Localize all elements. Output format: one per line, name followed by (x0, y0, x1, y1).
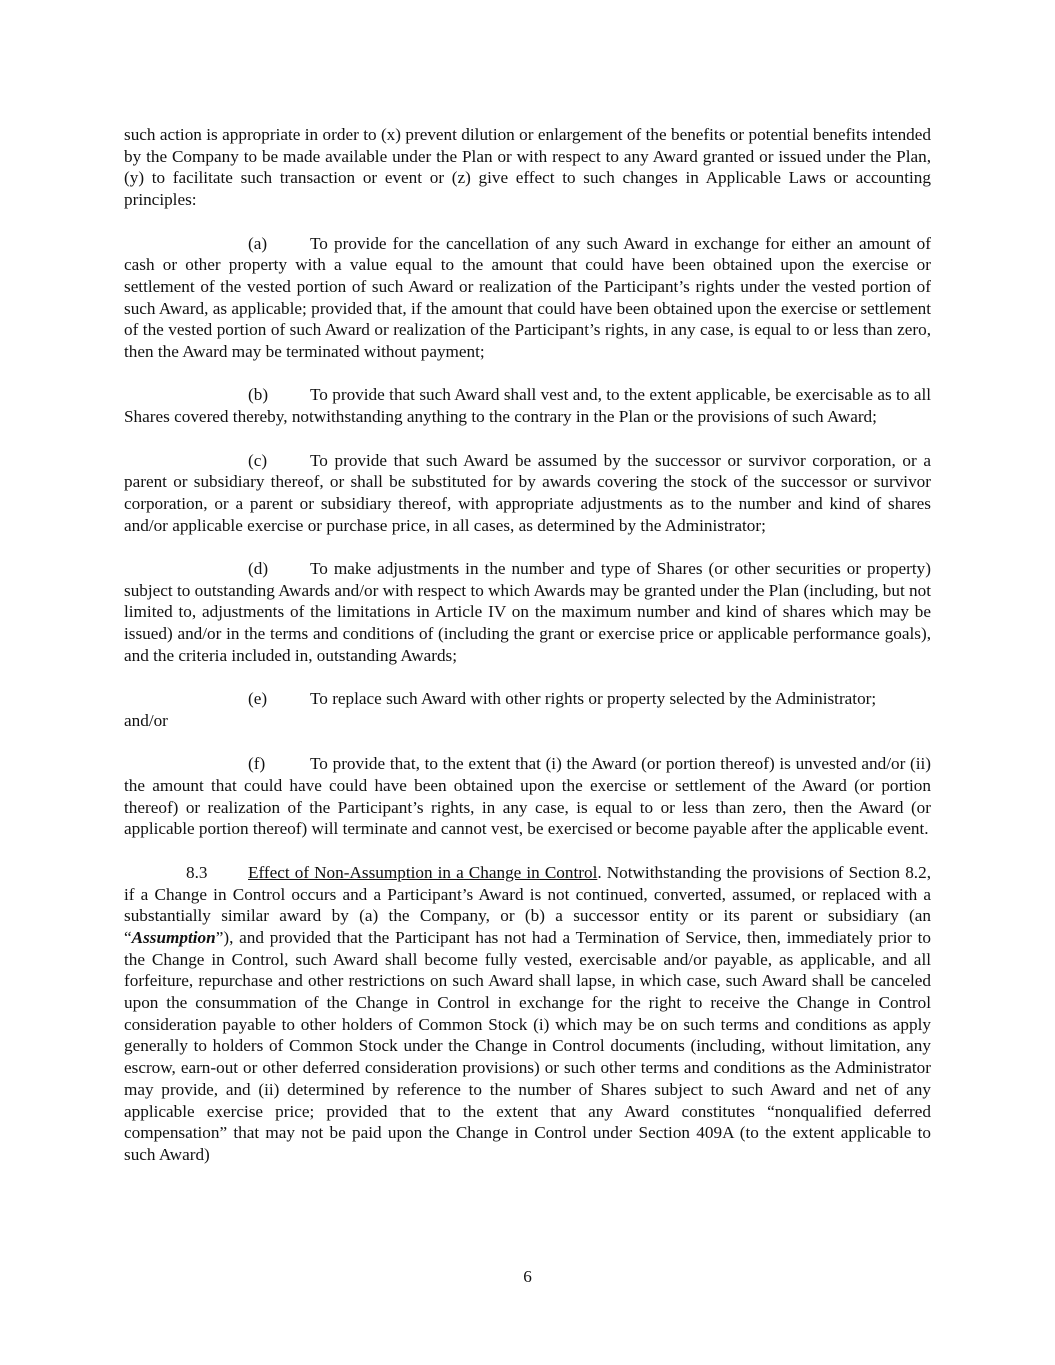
section-heading: Effect of Non-Assumption in a Change in Control (248, 862, 598, 882)
clause-f-text: To provide that, to the extent that (i) the Award (or portion thereof) is unvested and/or (ii) the amount that could have could have been obtained upon the exercise or settlement of the Award (or portion thereof) or realization of the Participant’s rights, in any case, is equal to or less than zero, then the Award (or applicable portion thereof) will terminate and cannot vest, be exercised or become payable after the applicable event. (124, 754, 931, 839)
clause-e (124, 688, 931, 731)
page-number: 6 (523, 1267, 532, 1286)
clause-b-label: (b) (248, 385, 269, 405)
clause-d-text: To make adjustments in the number and type of Shares (or other securities or property) subject to outstanding Awards and/or with respect to which Awards may be granted under the Plan (including, but not limited to, adjustments of the limitations in Article IV on the maximum number and kind of shares which may be issued) and/or in the terms and conditions of (including the grant or exercise price or applicable performance goals), and the criteria included in, outstanding Awards; (124, 559, 931, 665)
clause-e-label: (e) (248, 689, 268, 709)
clause-a-text: To provide for the cancellation of any such Award in exchange for either an amount of cash or other property with a value equal to the amount that could have been obtained upon the exercise or settlement of the vested portion of such Award or realization of the Participant’s rights under the vested portion of such Award, as applicable; provided that, if the amount that could have been obtained upon the exercise or settlement of the vested portion of such Award or realization of the Participant’s rights, in any case, is equal to or less than zero, then the Award may be terminated without payment; (124, 233, 931, 362)
clause-f (124, 753, 931, 840)
clause-e-text: To replace such Award with other rights or property selected by the Administrator; (310, 689, 877, 709)
clause-e-line (124, 688, 931, 710)
clause-c-label: (c) (248, 450, 268, 470)
clause-f-label: (f) (248, 754, 266, 774)
defined-term: Assumption (131, 927, 216, 947)
section-text-before: . Notwithstanding the provisions of Section 8.2, if a Change in Control occurs and a Participant’s Award is not continued, converted, assumed, or replaced with a substantially similar award by (a) the Company, or (b) a successor entity or its parent or subsidiary (an “ (124, 862, 931, 947)
clause-c-text: To provide that such Award be assumed by the successor or survivor corporation, or a parent or subsidiary thereof, or shall be substituted for by awards covering the stock of the successor or survivor corporation, or a parent or subsidiary thereof, with appropriate adjustments as to the number and kind of shares and/or applicable exercise or purchase price, in all cases, as determined by the Administrator; (124, 450, 931, 535)
clause-b (124, 384, 931, 427)
clause-d-label: (d) (248, 559, 269, 578)
clause-d (124, 558, 931, 667)
document-page (124, 124, 931, 1166)
section-8-3 (124, 862, 931, 1166)
section-text-after: ”), and provided that the Participant has not had a Termination of Service, then, immediately prior to the Change in Control, such Award shall become fully vested, exercisable and/or payable, as applicable, and all forfeiture, repurchase and other restrictions on such Award shall lapse, in which case, such Award shall be canceled upon the consummation of the Change in Control in exchange for the right to receive the Change in Control consideration payable to other holders of Common Stock (i) which may be on such terms and conditions as apply generally to holders of Common Stock under the Change in Control documents (including, without limitation, any escrow, earn-out or other deferred consideration provisions) or such other terms and conditions as the Administrator may provide, and (ii) determined by reference to the number of Shares subject to such Award and net of any applicable exercise price; provided that to the extent that any Award constitutes “nonqualified deferred compensation” that may not be paid upon the Change in Control under Section 409A (to the extent applicable to such Award) (124, 927, 931, 1164)
intro-paragraph: such action is appropriate in order to (x) prevent dilution or enlargement of the benefits or potential benefits intended by the Company to be made available under the Plan or with respect to any Award granted or issued under the Plan, (y) to facilitate such transaction or event or (z) give effect to such changes in Applicable Laws or accounting principles: (124, 125, 931, 210)
section-number: 8.3 (186, 862, 208, 882)
clause-a (124, 233, 931, 363)
clause-a-label: (a) (248, 233, 268, 253)
clause-c (124, 450, 931, 537)
clause-e-continuation: and/or (124, 710, 168, 730)
clause-b-text: To provide that such Award shall vest and, to the extent applicable, be exercisable as to all Shares covered thereby, notwithstanding anything to the contrary in the Plan or the provisions of such Award; (124, 385, 931, 427)
